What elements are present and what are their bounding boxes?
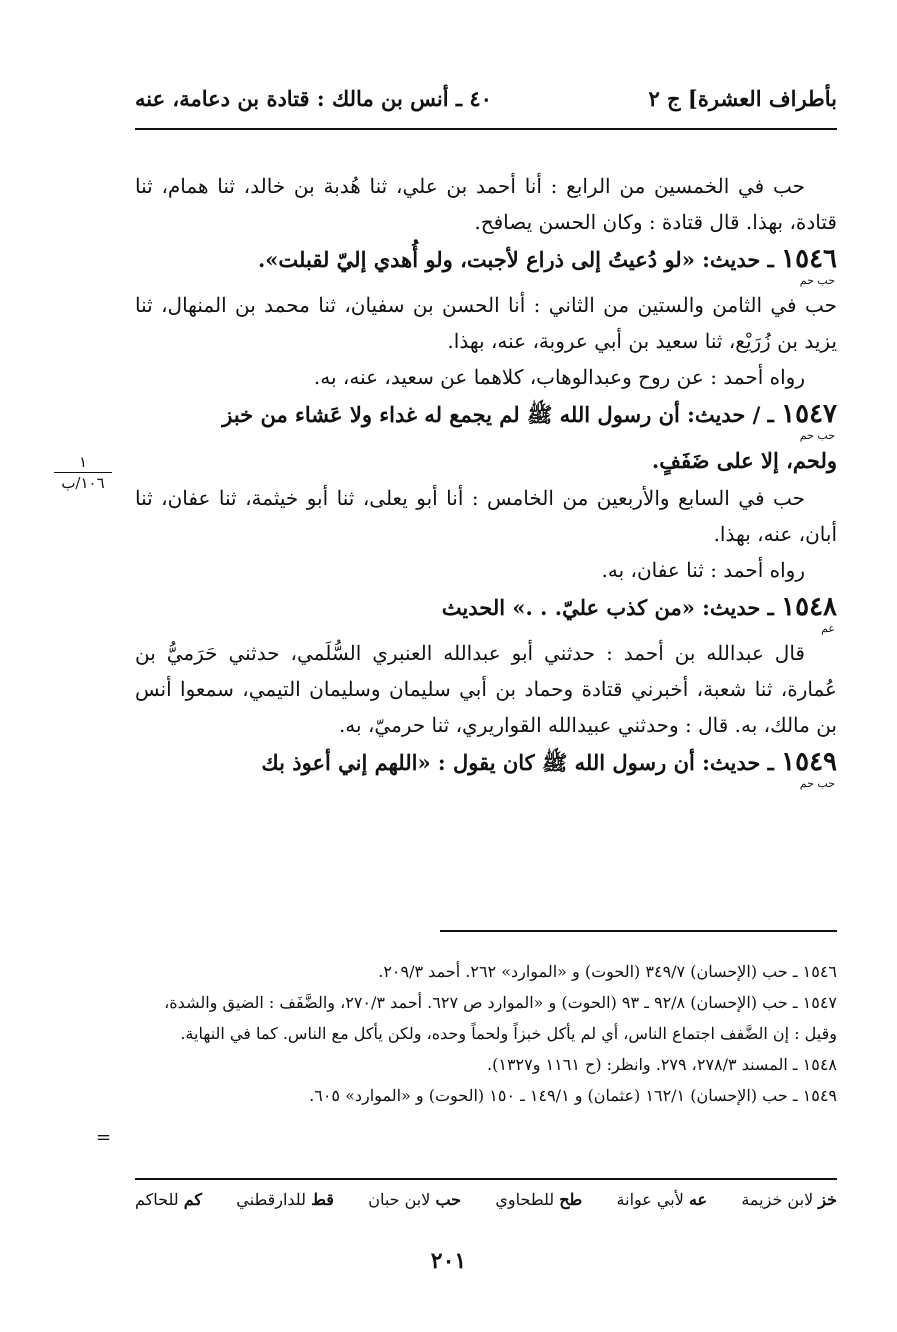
main-text xyxy=(135,168,837,790)
header-rule xyxy=(135,128,837,130)
hadith-text: ـ حديث: «من كذب عليّ. . .» الحديث xyxy=(441,595,774,620)
footnote: ١٥٤٦ ـ حب (الإحسان) ٣٤٩/٧ (الحوت) و «الموارد» ٢٦٢. أحمد ٢٠٩/٣. xyxy=(378,962,837,981)
legend-item xyxy=(617,1190,708,1209)
page-number: ٢٠١ xyxy=(430,1248,467,1274)
running-head-left: ٤٠ ـ أنس بن مالك : قتادة بن دعامة، عنه xyxy=(135,85,492,111)
hadith-entry xyxy=(135,442,837,480)
legend-abbr: كم xyxy=(183,1190,202,1209)
legend-label: للدارقطني xyxy=(236,1190,306,1209)
footnote: ١٥٤٨ ـ المسند ٢٧٨/٣، ٢٧٩. وانظر: (ح ١١٦١ و١٣٢٧). xyxy=(487,1055,837,1074)
legend-abbr: قط xyxy=(311,1190,334,1209)
legend-label: للطحاوي xyxy=(495,1190,555,1209)
legend-rule xyxy=(135,1178,837,1180)
abbreviation-legend xyxy=(135,1190,837,1209)
legend-item xyxy=(495,1190,582,1209)
source-siglum: حب حم xyxy=(799,274,835,287)
hadith-entry xyxy=(135,588,837,627)
body-paragraph: رواه أحمد : ثنا عفان، به. xyxy=(601,558,805,582)
body-paragraph: رواه أحمد : عن روح وعبدالوهاب، كلاهما عن سعيد، عنه، به. xyxy=(313,365,805,389)
legend-label: لأبي عوانة xyxy=(616,1190,684,1209)
margin-note-top: ١ xyxy=(78,453,88,471)
hadith-entry xyxy=(135,395,837,434)
footnote-rule xyxy=(440,930,837,932)
body-paragraph: حب في الخمسين من الرابع : أنا أحمد بن علي، ثنا هُدبة بن خالد، ثنا همام، ثنا قتادة، بهذا. قال قتادة : وكان الحسن يصافح. xyxy=(135,174,837,234)
body-paragraph: حب في السابع والأربعين من الخامس : أنا أبو يعلى، ثنا أبو خيثمة، ثنا عفان، ثنا أبان، عنه، بهذا. xyxy=(135,486,837,546)
hadith-number: ١٥٤٦ xyxy=(781,244,837,274)
legend-item xyxy=(236,1190,334,1209)
running-head xyxy=(135,78,837,118)
body-paragraph: قال عبدالله بن أحمد : حدثني أبو عبدالله العنبري السُّلَمي، حدثني حَرَميُّ بن عُمارة، ثنا شعبة، أخبرني قتادة وحماد بن أبي سليمان وسليمان التيمي، سمعوا أنس بن مالك، به. قال : وحدثني عبيدالله القواريري، ثنا حرميّ، به. xyxy=(135,641,837,737)
legend-label: لابن حبان xyxy=(368,1190,431,1209)
body-paragraph: حب في الثامن والستين من الثاني : أنا الحسن بن سفيان، ثنا محمد بن المنهال، ثنا يزيد بن زُرَيْع، ثنا سعيد بن أبي عروبة، عنه، بهذا. xyxy=(135,293,837,353)
legend-item xyxy=(135,1190,202,1209)
source-siglum: حب حم xyxy=(799,429,835,442)
legend-abbr: خز xyxy=(818,1190,837,1209)
source-siglum: عم xyxy=(821,622,835,635)
hadith-number: ١٥٤٧ xyxy=(781,399,837,429)
running-head-right: بأطراف العشرة] ج ٢ xyxy=(648,85,837,111)
margin-folio-note xyxy=(48,452,118,493)
footnote-continuation-mark: = xyxy=(96,1127,112,1148)
footnotes xyxy=(135,956,837,1111)
hadith-text: ـ حديث: «لو دُعيتُ إلى ذراع لأجبت، ولو أُهدي إليّ لقبلت». xyxy=(257,247,774,272)
hadith-number: ١٥٤٨ xyxy=(781,592,837,622)
legend-abbr: طح xyxy=(559,1190,583,1209)
hadith-text: ـ حديث: أن رسول الله ﷺ كان يقول : «اللهم إني أعوذ بك xyxy=(261,750,774,775)
hadith-text: ـ / حديث: أن رسول الله ﷺ لم يجمع له غداء ولا عَشاء من خبز xyxy=(222,402,774,427)
footnote: ١٥٤٩ ـ حب (الإحسان) ١٦٢/١ (عثمان) و ١٤٩/١ ـ ١٥٠ (الحوت) و «الموارد» ٦٠٥. xyxy=(309,1086,837,1105)
legend-label: لابن خزيمة xyxy=(741,1190,814,1209)
legend-abbr: عه xyxy=(688,1190,708,1209)
legend-abbr: حب xyxy=(435,1190,462,1209)
margin-note-bottom: ١٠٦/ب xyxy=(61,474,105,492)
source-siglum: حب حم xyxy=(799,777,835,790)
legend-item xyxy=(741,1190,837,1209)
hadith-text: ولحم، إلا على ضَفَفٍ. xyxy=(651,448,837,473)
legend-label: للحاكم xyxy=(135,1190,179,1209)
legend-item xyxy=(368,1190,461,1209)
hadith-number: ١٥٤٩ xyxy=(781,747,837,777)
footnote: ١٥٤٧ ـ حب (الإحسان) ٩٢/٨ ـ ٩٣ (الحوت) و «الموارد ص ٦٢٧. أحمد ٢٧٠/٣، والضَّفَف : الضيق والشدة، وقيل : إن الضَّفف اجتماع الناس، أي لم يأكل خبزاً ولحماً وحده، ولكن يأكل مع الناس. كما في النهاية. xyxy=(164,993,837,1043)
hadith-entry xyxy=(135,240,837,279)
hadith-entry xyxy=(135,743,837,782)
